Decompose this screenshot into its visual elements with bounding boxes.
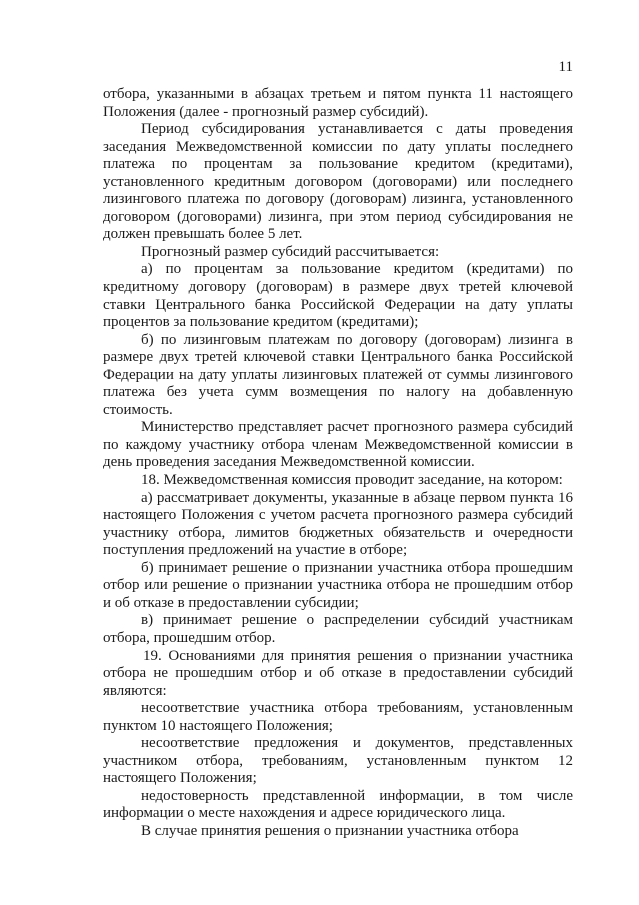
paragraph-ground-requirements: несоответствие участника отбора требованиям, установленным пунктом 10 настоящего Положения; <box>103 700 573 734</box>
paragraph-ground-documents: несоответствие предложения и документов, представленных участником отбора, требованиям, установленным пунктом 12 настоящего Положения; <box>103 735 573 787</box>
paragraph-item-b-leasing: б) по лизинговым платежам по договору (договорам) лизинга в размере двух третей ключевой ставки Центрального банка Российской Федерации на дату уплаты лизинговых платежей от суммы лизингового платежа без учета сумм возмещения по налогу на добавленную стоимость. <box>103 331 573 418</box>
paragraph-clause-18: 18. Межведомственная комиссия проводит заседание, на котором: <box>141 472 563 489</box>
paragraph-subsidy-period: Период субсидирования устанавливается с даты проведения заседания Межведомственной комиссии по дату уплаты последнего платежа по процентам за пользование кредитом (кредитами), установленного кредитным договором (договорами) или последнего лизингового платежа по договору (договорам) лизинга, установленного договором (договорами) лизинга, при этом период субсидирования не должен превышать более 5 лет. <box>103 121 573 243</box>
paragraph-item-a-credit: а) по процентам за пользование кредитом (кредитами) по кредитному договору (договорам) в размере двух третей ключевой ставки Центрального банка Российской Федерации на дату уплаты процентов за пользование кредитом (кредитами); <box>103 261 573 331</box>
paragraph-ministry-calculation: Министерство представляет расчет прогнозного размера субсидий по каждому участнику отбора членам Межведомственной комиссии в день проведения заседания Межведомственной комиссии. <box>103 419 573 471</box>
paragraph-continuation: отбора, указанными в абзацах третьем и пятом пункта 11 настоящего Положения (далее - прогнозный размер субсидий). <box>103 86 573 120</box>
document-body <box>103 86 573 841</box>
paragraph-ground-unreliable-info: недостоверность представленной информации, в том числе информации о месте нахождения и адресе юридического лица. <box>103 787 573 822</box>
paragraph-clause-18-b: б) принимает решение о признании участника отбора прошедшим отбор или решение о признании участника отбора не прошедшим отбор и об отказе в предоставлении субсидии; <box>103 559 573 611</box>
paragraph-clause-19: 19. Основаниями для принятия решения о признании участника отбора не прошедшим отбор и об отказе в предоставлении субсидий являются: <box>103 647 573 699</box>
paragraph-clause-18-c: в) принимает решение о распределении субсидий участникам отбора, прошедшим отбор. <box>103 612 573 646</box>
page-number: 11 <box>558 59 573 75</box>
paragraph-decision-case: В случае принятия решения о признании участника отбора <box>141 822 519 839</box>
paragraph-clause-18-a: а) рассматривает документы, указанные в абзаце первом пункта 16 настоящего Положения с учетом расчета прогнозного размера субсидий участнику отбора, лимитов бюджетных обязательств и очередности поступления предложений на участие в отборе; <box>103 489 573 559</box>
paragraph-forecast-intro: Прогнозный размер субсидий рассчитывается: <box>141 243 440 260</box>
